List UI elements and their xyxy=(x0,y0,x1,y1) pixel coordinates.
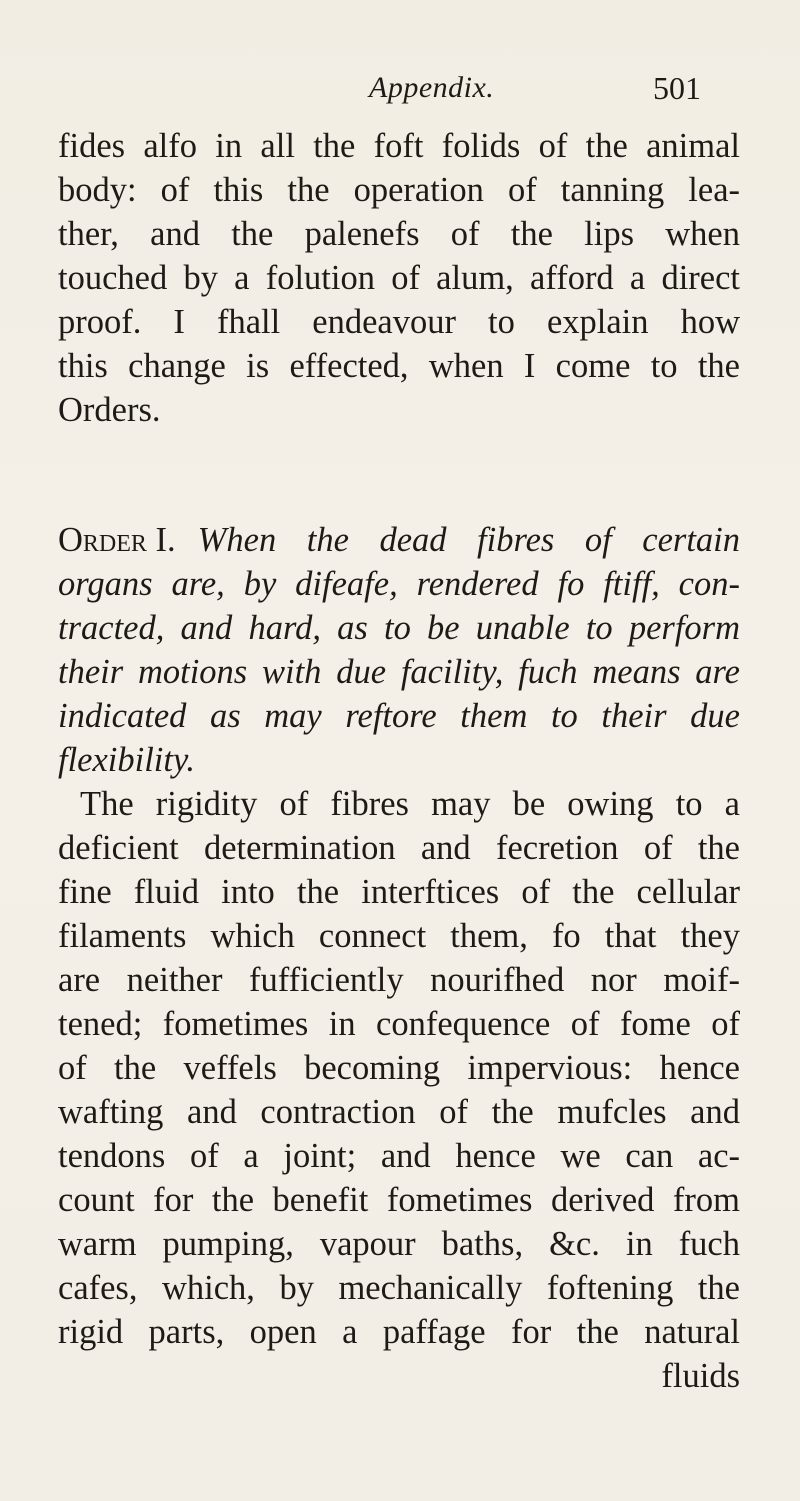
text-line: proof. I fhall endeavour to explain how xyxy=(58,303,740,341)
text-line: of the veffels becoming impervious: hence xyxy=(58,1049,740,1087)
order-text-line: indicated as may reftore them to their due xyxy=(58,697,740,735)
page-header xyxy=(0,68,800,108)
text-line: cafes, which, by mechanically foftening the xyxy=(58,1269,740,1307)
text-line: filaments which connect them, fo that they xyxy=(58,917,740,955)
text-line: count for the benefit fometimes derived from xyxy=(58,1181,740,1219)
text-line: tendons of a joint; and hence we can ac- xyxy=(58,1137,740,1175)
text-line: deficient determination and fecretion of the xyxy=(58,829,740,867)
order-text-line: When the dead fibres of certain xyxy=(197,521,740,559)
text-line: are neither fufficiently nourifhed nor moif- xyxy=(58,961,740,999)
text-line: warm pumping, vapour baths, &c. in fuch xyxy=(58,1225,740,1263)
text-line: touched by a folution of alum, afford a direct xyxy=(58,259,740,297)
text-line: Orders. xyxy=(58,391,161,429)
page-number: 501 xyxy=(653,70,701,106)
catchword: fluids xyxy=(661,1357,740,1395)
text-line: fides alfo in all the foft folids of the animal xyxy=(58,127,740,165)
text-line: rigid parts, open a paffage for the natural xyxy=(58,1313,740,1351)
text-line: body: of this the operation of tanning lea- xyxy=(58,171,740,209)
text-line: The rigidity of fibres may be owing to a xyxy=(80,785,740,823)
order-text-line: flexibility. xyxy=(58,741,196,779)
order-text-line: tracted, and hard, as to be unable to perform xyxy=(58,609,740,647)
order-text-line: their motions with due facility, fuch means are xyxy=(58,653,740,691)
running-head: Appendix. xyxy=(369,71,495,104)
order-heading-line xyxy=(58,518,740,562)
text-line: fine fluid into the interftices of the cellular xyxy=(58,873,740,911)
order-label: Order I. xyxy=(58,521,176,559)
text-line: tened; fometimes in confequence of fome of xyxy=(58,1005,740,1043)
text-line: this change is effected, when I come to the xyxy=(58,347,740,385)
text-line: ther, and the palenefs of the lips when xyxy=(58,215,740,253)
text-line: wafting and contraction of the mufcles and xyxy=(58,1093,740,1131)
order-text-line: organs are, by difeafe, rendered fo ftiff, con- xyxy=(58,565,740,603)
